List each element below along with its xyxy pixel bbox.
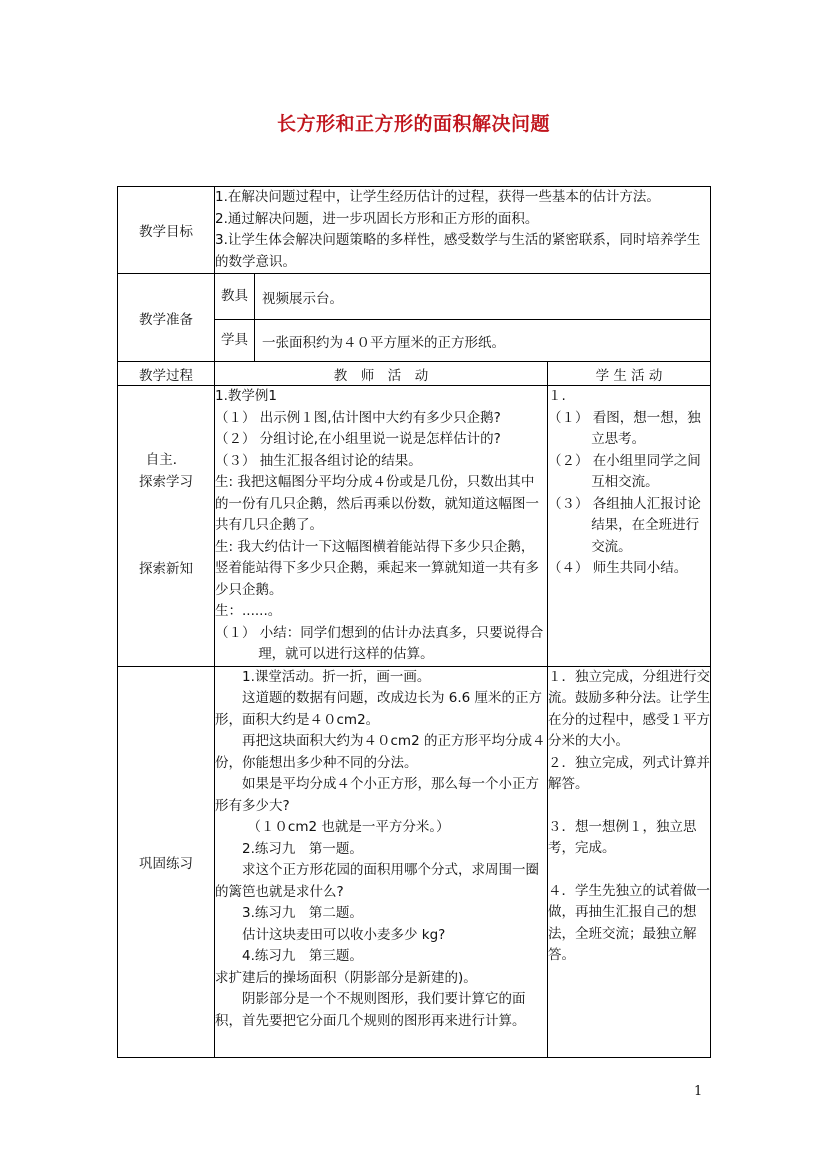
explore-row	[118, 386, 711, 667]
goals-label: 教学目标	[118, 187, 215, 274]
practice-teacher-line: 再把这块面积大约为４０cm2 的正方形平均分成４份，你能想出多少种不同的分法。	[215, 733, 546, 771]
process-label: 教学过程	[118, 362, 215, 386]
explore-teacher-line: 1.教学例1	[215, 388, 277, 404]
practice-teacher-line: 3.练习九 第二题。	[242, 905, 363, 921]
practice-student-line: ２．独立完成，列式计算并解答。	[548, 754, 710, 792]
lesson-plan-table	[117, 186, 711, 1058]
explore-student-line: （４） 师生共同小结。	[548, 560, 688, 576]
practice-teacher-line: 求扩建后的操场面积（阴影部分是新建的)。	[215, 969, 477, 986]
explore-label-line1: 自主．	[145, 452, 187, 468]
student-tools-label: 学具	[215, 320, 255, 362]
practice-teacher-line: 如果是平均分成４个小正方形，那么每一个小正方形有多少大?	[215, 776, 539, 814]
explore-teacher-line: 生：......。	[215, 603, 282, 619]
explore-teacher-line: （２） 分组讨论,在小组里说一说是怎样估计的?	[215, 431, 501, 447]
practice-teacher-line: 估计这块麦田可以收小麦多少 kg?	[242, 926, 446, 943]
teacher-activity-header: 教 师 活 动	[215, 362, 548, 386]
practice-teacher-line: （１０cm2 也就是一平方分米。）	[247, 819, 450, 835]
explore-student-line: （１） 看图，想一想，独立思考。	[548, 409, 701, 447]
practice-student-line: ３．想一想例１，独立思考，完成。	[548, 818, 697, 856]
goal-item: 3.让学生体会解决问题策略的多样性，感受数学与生活的紧密联系，同时培养学生的数学意识。	[215, 232, 701, 270]
explore-student-line: （３） 各组抽人汇报讨论结果，在全班进行交流。	[548, 495, 701, 555]
document-title: 长方形和正方形的面积解决问题	[276, 113, 550, 135]
goals-content	[215, 187, 711, 274]
goal-item: 1.在解决问题过程中，让学生经历估计的过程，获得一些基本的估计方法。	[215, 189, 660, 205]
practice-teacher-line: 求这个正方形花园的面积用哪个分式，求周围一圈的篱笆也就是求什么?	[215, 862, 539, 900]
goal-item: 2.通过解决问题，进一步巩固长方形和正方形的面积。	[215, 210, 539, 227]
practice-student-line: １．独立完成，分组进行交流。鼓励多种分法。让学生在分的过程中，感受１平方分米的大小。	[548, 668, 710, 749]
explore-label	[118, 386, 215, 667]
explore-student-line: （２） 在小组里同学之间互相交流。	[548, 452, 701, 490]
page-number: 1	[694, 1084, 703, 1099]
explore-teacher-line: （１） 小结：同学们想到的估计办法真多，只要说得合理，就可以进行这样的估算。	[215, 624, 544, 662]
student-tools-value: 一张面积约为４０平方厘米的正方形纸。	[255, 320, 711, 362]
practice-student-activity	[548, 666, 711, 1057]
practice-teacher-line: 阴影部分是一个不规则图形，我们要计算它的面积，首先要把它分面几个规则的图形再来进行计算。	[215, 991, 526, 1029]
explore-teacher-line: 生: 我把这幅图分平均分成４份或是几份，只数出其中的一份有几只企鹅，然后再乘以份数，就知道这幅图一共有几只企鹅了。	[215, 474, 539, 533]
teacher-tools-value: 视频展示台。	[255, 274, 711, 320]
practice-label: 巩固练习	[118, 666, 215, 1057]
explore-label-line2: 探索学习	[139, 473, 193, 490]
explore-teacher-line: （３） 抽生汇报各组讨论的结果。	[215, 452, 422, 469]
explore-teacher-line: （１） 出示例１图,估计图中大约有多少只企鹅?	[215, 409, 501, 426]
explore-label-line3: 探索新知	[139, 561, 193, 577]
goals-row	[118, 187, 711, 274]
practice-teacher-line: 1.课堂活动。折一折，画一画。	[242, 668, 431, 685]
practice-row	[118, 666, 711, 1057]
practice-teacher-line: 2.练习九 第一题。	[242, 840, 363, 857]
practice-student-line: ４．学生先独立的试着做一做，再抽生汇报自己的想法，全班交流；最独立解答。	[548, 882, 710, 963]
prep-label: 教学准备	[118, 274, 215, 362]
explore-student-line: １.	[548, 388, 566, 404]
explore-teacher-line: 生: 我大约估计一下这幅图横着能站得下多少只企鹅，竖着能站得下多少只企鹅，乘起来一算就知道一共有多少只企鹅。	[215, 538, 539, 598]
practice-teacher-activity	[215, 666, 548, 1057]
process-header-row	[118, 362, 711, 386]
explore-student-activity	[548, 386, 711, 667]
explore-teacher-activity	[215, 386, 548, 667]
student-activity-header: 学 生 活 动	[548, 362, 711, 386]
practice-teacher-line: 这道题的数据有问题，改成边长为 6.6 厘米的正方形，面积大约是４０cm2。	[215, 690, 543, 728]
practice-teacher-line: 4.练习九 第三题。	[242, 948, 363, 964]
prep-teacher-row	[118, 274, 711, 320]
teacher-tools-label: 教具	[215, 274, 255, 320]
